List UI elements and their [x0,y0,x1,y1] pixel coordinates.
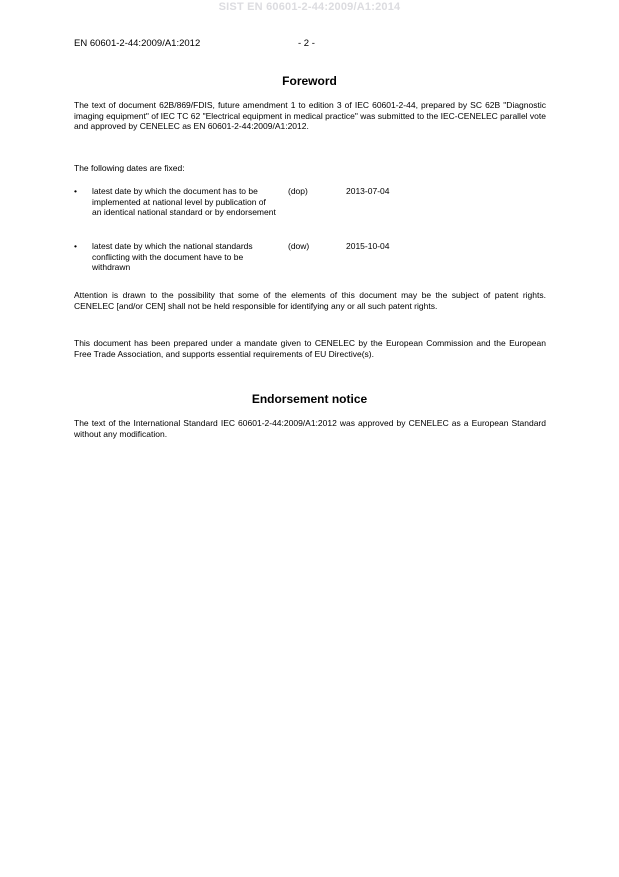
foreword-intro: The text of document 62B/869/FDIS, future amendment 1 to edition 3 of IEC 60601-2-44, prepared by SC 62B "Diagnostic imaging equipment" of IEC TC 62 "Electrical equipment in medical practice" was submitted to the IEC-CENELEC parallel vote and approved by CENELEC as EN 60601-2-44:2009/A1:2012. [74,100,546,131]
header-page-number: - 2 - [298,38,315,49]
bullet-icon: • [74,241,77,251]
date-value: 2015-10-04 [346,241,390,251]
date-code: (dow) [288,241,310,251]
date-value: 2013-07-04 [346,186,390,196]
dates-intro: The following dates are fixed: [74,163,185,173]
endorsement-text: The text of the International Standard IEC 60601-2-44:2009/A1:2012 was approved by CENELEC as a European Standard without any modification. [74,418,546,439]
mandate-paragraph: This document has been prepared under a mandate given to CENELEC by the European Commission and the European Free Trade Association, and supports essential requirements of EU Directive(s). [74,338,546,359]
attention-paragraph: Attention is drawn to the possibility that some of the elements of this document may be the subject of patent rights. CENELEC [and/or CEN] shall not be held responsible for identifying any or all such patent rights. [74,290,546,311]
date-description: latest date by which the national standards conflicting with the document have to be withdrawn [92,241,253,272]
watermark: SIST EN 60601-2-44:2009/A1:2014 [218,1,401,13]
endorsement-title: Endorsement notice [251,392,368,406]
bullet-icon: • [74,186,77,196]
foreword-title: Foreword [282,74,337,88]
date-description: latest date by which the document has to be implemented at national level by publication of an identical national standard or by endorsement [92,186,276,217]
header-doc-id: EN 60601-2-44:2009/A1:2012 [74,38,201,49]
date-code: (dop) [288,186,308,196]
